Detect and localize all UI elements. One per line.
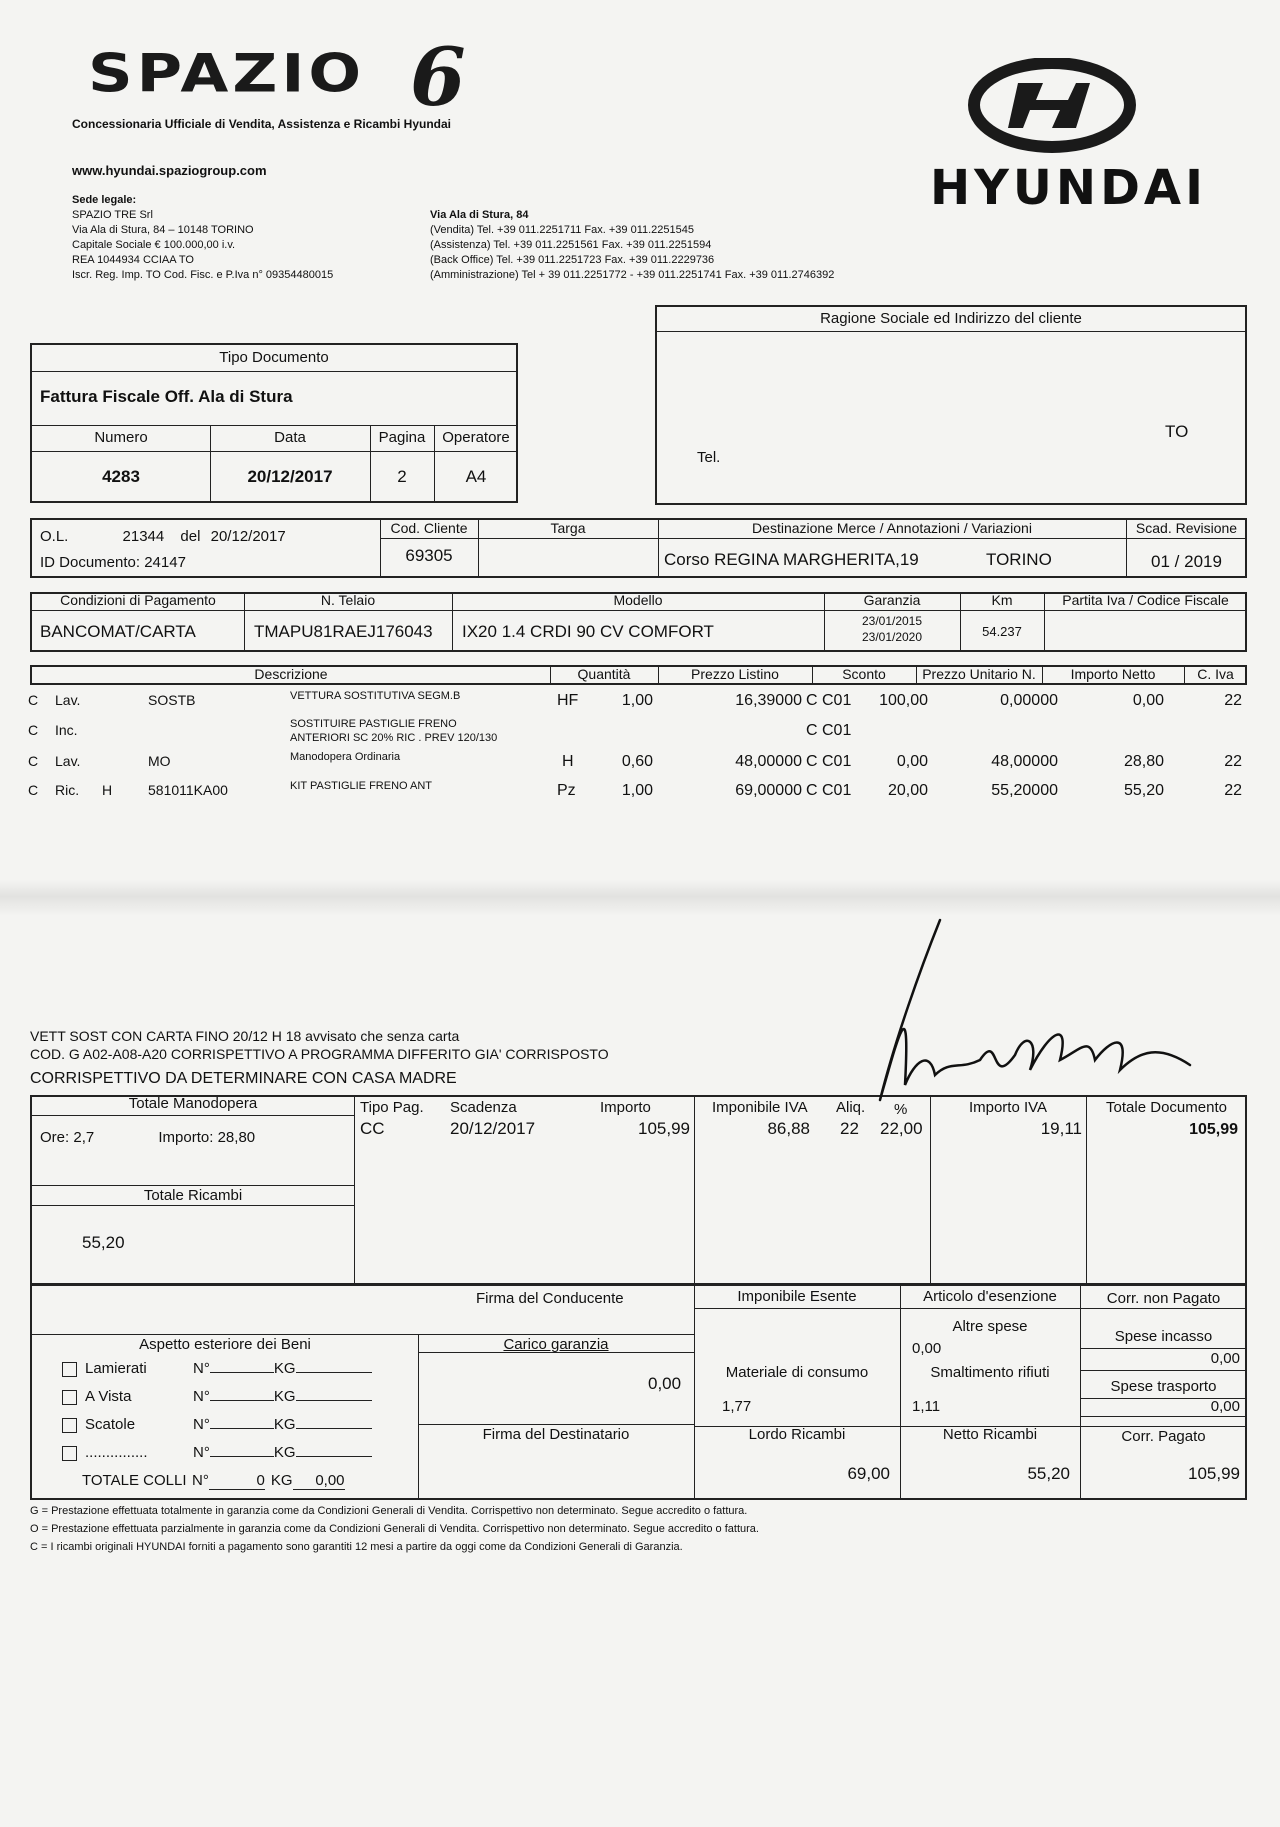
operatore-value: A4 <box>465 467 487 486</box>
data-value: 20/12/2017 <box>247 467 333 486</box>
item-cc: C C01 <box>806 753 852 770</box>
contact-line: (Amministrazione) Tel + 39 011.2251772 - +39 011.2251741 Fax. +39 011.2746392 <box>430 269 835 281</box>
ore-value: 2,7 <box>73 1129 95 1146</box>
id-row <box>40 554 186 571</box>
telaio-value: TMAPU81RAEJ176043 <box>254 622 433 641</box>
pagina-value: 2 <box>397 467 407 486</box>
item-listino: 69,00000 <box>735 782 802 799</box>
netto-label: Netto Ricambi <box>942 1426 1038 1443</box>
item-row <box>0 718 1280 752</box>
item-um: Pz <box>557 782 576 799</box>
totale-kg-value: 0,00 <box>293 1472 345 1490</box>
numero-value: 4283 <box>102 467 140 486</box>
garanzia-from: 23/01/2015 <box>861 614 923 628</box>
col-listino: Prezzo Listino <box>691 666 779 682</box>
note-line: VETT SOST CON CARTA FINO 20/12 H 18 avvisato che senza carta <box>30 1028 460 1044</box>
corr-pagato-value: 105,99 <box>1188 1464 1240 1483</box>
item-code: MO <box>148 753 171 769</box>
hyundai-wordmark: HYUNDAI <box>930 160 1207 216</box>
col-quantita: Quantità <box>577 666 631 682</box>
totale-colli-label: TOTALE COLLI <box>82 1472 187 1489</box>
contact-info <box>430 208 834 283</box>
importo-mano-value: 28,80 <box>217 1129 256 1146</box>
doc-type: Fattura Fiscale Off. Ala di Stura <box>40 387 293 406</box>
bene-checkbox[interactable] <box>62 1390 77 1405</box>
bene-row <box>62 1416 372 1433</box>
corr-pagato-label: Corr. Pagato <box>1121 1428 1206 1445</box>
tipo-pag-label: Tipo Pag. <box>360 1099 424 1116</box>
dest-city: TORINO <box>986 550 1052 569</box>
pagamento-value: BANCOMAT/CARTA <box>40 622 196 641</box>
pagina-label: Pagina <box>378 429 426 446</box>
tipo-pag-value: CC <box>360 1119 385 1138</box>
manodopera-row <box>40 1129 255 1146</box>
item-sconto: 100,00 <box>879 692 928 709</box>
altre-spese-value: 0,00 <box>912 1340 942 1357</box>
manodopera-label: Totale Manodopera <box>128 1095 258 1112</box>
corr-non-pagato-label: Corr. non Pagato <box>1106 1290 1221 1307</box>
item-iva: 22 <box>1224 692 1242 709</box>
hyundai-logo <box>968 58 1136 153</box>
col-sconto: Sconto <box>842 666 886 682</box>
importo-iva-label: Importo IVA <box>968 1099 1048 1116</box>
n-label: N° <box>192 1472 209 1489</box>
totals-box <box>30 1095 1247 1285</box>
item-c: C <box>28 692 39 708</box>
item-qty: 0,60 <box>621 753 653 770</box>
item-desc: VETTURA SOSTITUTIVA SEGM.B <box>290 690 461 702</box>
imponibile-value: 86,88 <box>767 1119 810 1138</box>
item-listino: 48,00000 <box>735 753 802 770</box>
item-row <box>0 690 1280 714</box>
item-desc: SOSTITUIRE PASTIGLIE FRENO <box>290 718 457 730</box>
item-qty: 1,00 <box>621 782 653 799</box>
targa-label: Targa <box>550 520 586 536</box>
importo-value: 105,99 <box>638 1119 690 1138</box>
note-line: CORRISPETTIVO DA DETERMINARE CON CASA MADRE <box>30 1070 457 1087</box>
contact-line: (Back Office) Tel. +39 011.2251723 Fax. +39 011.2229736 <box>430 254 715 266</box>
importo-mano-label: Importo: <box>158 1129 214 1146</box>
spese-incasso-label: Spese incasso <box>1114 1328 1213 1345</box>
aliq-label: Aliq. <box>836 1099 866 1116</box>
customer-box <box>655 305 1247 505</box>
item-sconto: 0,00 <box>896 753 928 770</box>
website: www.hyundai.spaziogroup.com <box>72 163 267 178</box>
item-type: Inc. <box>55 722 78 738</box>
bene-row <box>62 1360 372 1377</box>
legal-line: Via Ala di Stura, 84 – 10148 TORINO <box>72 224 254 236</box>
id-label: ID Documento: <box>40 554 141 571</box>
item-cc: C C01 <box>806 782 852 799</box>
item-unit: 0,00000 <box>1000 692 1058 709</box>
kg-label: KG <box>273 1444 296 1461</box>
note-line: COD. G A02-A08-A20 CORRISPETTIVO A PROGRAMMA DIFFERITO GIA' CORRISPOSTO <box>30 1046 609 1062</box>
item-c: C <box>28 722 39 738</box>
kg-label: KG <box>273 1388 296 1405</box>
totale-value: 105,99 <box>1189 1121 1238 1138</box>
materiale-label: Materiale di consumo <box>725 1364 869 1381</box>
footer-box <box>30 1284 1247 1500</box>
item-desc: KIT PASTIGLIE FRENO ANT <box>290 780 433 792</box>
totale-label: Totale Documento <box>1106 1099 1227 1116</box>
bene-label: ............... <box>85 1444 148 1461</box>
carico-value: 0,00 <box>648 1374 682 1393</box>
revisione-value: 01 / 2019 <box>1151 552 1222 571</box>
perc-value: 22,00 <box>880 1119 923 1138</box>
ol-value: 21344 <box>122 528 165 545</box>
item-code: SOSTB <box>148 692 196 708</box>
n-label: N° <box>193 1444 210 1461</box>
km-label: Km <box>991 592 1013 608</box>
customer-tel-label: Tel. <box>697 449 721 466</box>
bene-checkbox[interactable] <box>62 1446 77 1461</box>
del-label: del <box>180 528 201 545</box>
scadenza-value: 20/12/2017 <box>450 1119 536 1138</box>
altre-spese-label: Altre spese <box>952 1318 1028 1335</box>
spese-trasporto-value: 0,00 <box>1210 1398 1240 1415</box>
ol-label: O.L. <box>40 528 69 545</box>
importo-iva-value: 19,11 <box>1040 1119 1082 1138</box>
n-label: N° <box>193 1360 210 1377</box>
item-cc: C C01 <box>806 722 852 739</box>
garanzia-label: Garanzia <box>863 592 921 608</box>
legend-line: C = I ricambi originali HYUNDAI forniti a pagamento sono garantiti 12 mesi a partire da oggi come da Condizioni Generali di Garanzia. <box>30 1541 683 1553</box>
carico-label: Carico garanzia <box>503 1336 609 1353</box>
bene-checkbox[interactable] <box>62 1418 77 1433</box>
bene-label: Lamierati <box>85 1360 147 1377</box>
ricambi-value: 55,20 <box>82 1233 125 1252</box>
item-netto: 0,00 <box>1132 692 1164 709</box>
revisione-label: Scad. Revisione <box>1135 520 1238 536</box>
firma-conducente: Firma del Conducente <box>476 1290 624 1307</box>
item-type: Ric. <box>55 782 80 798</box>
imponibile-label: Imponibile IVA <box>712 1099 808 1116</box>
legal-title: Sede legale: <box>72 194 137 206</box>
legal-line: Iscr. Reg. Imp. TO Cod. Fisc. e P.Iva n° 09354480015 <box>72 269 334 281</box>
item-iva: 22 <box>1224 782 1242 799</box>
legal-line: REA 1044934 CCIAA TO <box>72 254 194 266</box>
n-label: N° <box>193 1388 210 1405</box>
contact-title: Via Ala di Stura, 84 <box>430 209 529 221</box>
item-um: H <box>562 753 574 770</box>
item-c: C <box>28 753 39 769</box>
cod-cliente-label: Cod. Cliente <box>390 520 468 536</box>
materiale-value: 1,77 <box>722 1398 752 1415</box>
item-netto: 28,80 <box>1123 753 1164 770</box>
kg-label: KG <box>270 1472 293 1489</box>
ol-date: 20/12/2017 <box>210 528 286 545</box>
kg-label: KG <box>273 1360 296 1377</box>
totale-colli-value: 0 <box>209 1472 265 1490</box>
legend-line: G = Prestazione effettuata totalmente in garanzia come da Condizioni Generali di Vendita. Corrispettivo non determinato. Segue accredito o fattura. <box>30 1505 748 1517</box>
modello-value: IX20 1.4 CRDI 90 CV COMFORT <box>462 622 714 641</box>
legal-line: SPAZIO TRE Srl <box>72 209 153 221</box>
scadenza-label: Scadenza <box>450 1099 517 1116</box>
item-row <box>0 751 1280 775</box>
col-unitario: Prezzo Unitario N. <box>922 666 1036 682</box>
spazio-number: 6 <box>410 30 466 124</box>
item-code: 581011KA00 <box>148 782 228 798</box>
item-qty: 1,00 <box>621 692 653 709</box>
dest-label: Destinazione Merce / Annotazioni / Variazioni <box>752 520 1032 536</box>
item-h: H <box>102 782 113 798</box>
doc-type-label: Tipo Documento <box>32 345 516 372</box>
vehicle-box <box>30 592 1247 652</box>
bene-checkbox[interactable] <box>62 1362 77 1377</box>
item-cc: C C01 <box>806 692 852 709</box>
id-value: 24147 <box>144 554 186 571</box>
hyundai-emblem-icon <box>968 58 1136 153</box>
aliq-value: 22 <box>840 1119 859 1138</box>
order-box <box>30 518 1247 578</box>
item-netto: 55,20 <box>1123 782 1164 799</box>
ricambi-label: Totale Ricambi <box>143 1187 243 1204</box>
customer-title: Ragione Sociale ed Indirizzo del cliente <box>657 307 1245 332</box>
col-descrizione: Descrizione <box>254 666 328 682</box>
firma-destinatario: Firma del Destinatario <box>482 1426 630 1443</box>
operatore-label: Operatore <box>442 429 510 446</box>
bene-row <box>62 1444 372 1461</box>
item-um: HF <box>557 692 579 709</box>
item-sconto: 20,00 <box>887 782 928 799</box>
legend <box>30 1502 759 1556</box>
cod-cliente-value: 69305 <box>405 546 453 565</box>
lordo-label: Lordo Ricambi <box>748 1426 846 1443</box>
item-desc: Manodopera Ordinaria <box>290 751 401 763</box>
ol-row <box>40 528 286 545</box>
n-label: N° <box>193 1416 210 1433</box>
importo-label: Importo <box>600 1099 651 1116</box>
item-type: Lav. <box>55 692 81 708</box>
item-desc2: ANTERIORI SC 20% RIC . PREV 120/130 <box>290 732 498 744</box>
numero-label: Numero <box>94 429 148 446</box>
ore-label: Ore: <box>40 1129 70 1146</box>
data-label: Data <box>274 429 306 446</box>
contact-line: (Vendita) Tel. +39 011.2251711 Fax. +39 011.2251545 <box>430 224 695 236</box>
item-unit: 48,00000 <box>991 753 1058 770</box>
telaio-label: N. Telaio <box>320 592 376 608</box>
col-netto: Importo Netto <box>1070 666 1156 682</box>
items-header <box>30 665 1247 685</box>
item-listino: 16,39000 <box>735 692 802 709</box>
perc-label: % <box>894 1101 908 1118</box>
customer-province: TO <box>1165 422 1189 441</box>
smaltimento-value: 1,11 <box>912 1398 941 1415</box>
signature-icon <box>840 910 1220 1120</box>
modello-label: Modello <box>613 592 663 608</box>
spese-trasporto-label: Spese trasporto <box>1110 1378 1217 1395</box>
bene-row <box>62 1388 372 1405</box>
contact-line: (Assistenza) Tel. +39 011.2251561 Fax. +39 011.2251594 <box>430 239 712 251</box>
legend-line: O = Prestazione effettuata parzialmente in garanzia come da Condizioni Generali di Vendita. Corrispettivo non determinato. Segue accredito o fattura. <box>30 1523 759 1535</box>
kg-label: KG <box>273 1416 296 1433</box>
spese-incasso-value: 0,00 <box>1210 1350 1240 1367</box>
bene-label: A Vista <box>85 1388 132 1405</box>
dest-address: Corso REGINA MARGHERITA,19 <box>664 550 919 569</box>
piva-label: Partita Iva / Codice Fiscale <box>1062 592 1229 608</box>
km-value: 54.237 <box>982 624 1022 639</box>
item-type: Lav. <box>55 753 81 769</box>
legal-line: Capitale Sociale € 100.000,00 i.v. <box>72 239 236 251</box>
totale-colli-row <box>82 1472 345 1490</box>
item-row <box>0 780 1280 804</box>
tagline: Concessionaria Ufficiale di Vendita, Assistenza e Ricambi Hyundai <box>72 117 452 131</box>
aspetto-label: Aspetto esteriore dei Beni <box>139 1336 311 1353</box>
item-iva: 22 <box>1224 753 1242 770</box>
garanzia-to: 23/01/2020 <box>861 630 923 644</box>
smaltimento-label: Smaltimento rifiuti <box>930 1364 1050 1381</box>
bene-label: Scatole <box>85 1416 136 1433</box>
lordo-value: 69,00 <box>847 1464 890 1483</box>
doc-type-box <box>30 343 518 503</box>
col-iva: C. Iva <box>1197 666 1234 682</box>
imponibile-esente-label: Imponibile Esente <box>737 1288 857 1305</box>
netto-value: 55,20 <box>1027 1464 1070 1483</box>
legal-info <box>72 193 333 283</box>
item-unit: 55,20000 <box>991 782 1058 799</box>
item-c: C <box>28 782 39 798</box>
articolo-label: Articolo d'esenzione <box>923 1288 1057 1305</box>
pagamento-label: Condizioni di Pagamento <box>60 592 216 608</box>
spazio-wordmark: SPAZIO <box>88 42 366 105</box>
